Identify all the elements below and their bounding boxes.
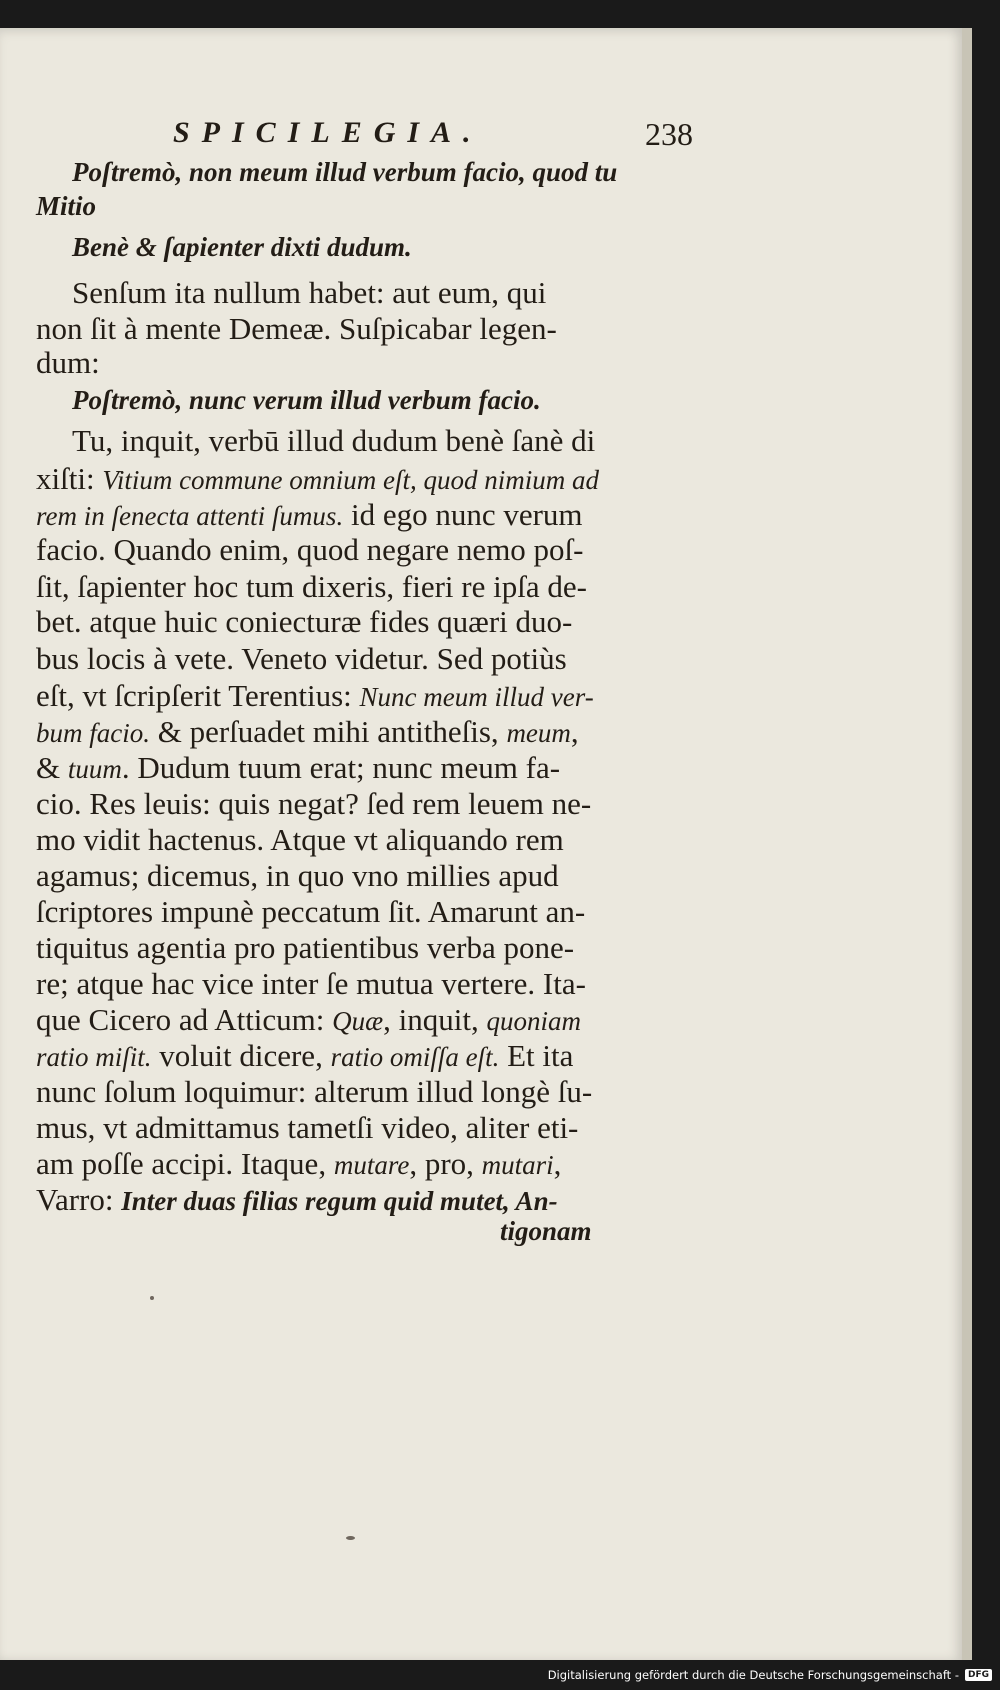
text-run: , inquit, [383,1002,487,1037]
italic-run: meum [506,718,571,748]
text-run: xiſti: [36,461,103,496]
text-run: nunc ſolum loquimur: alterum illud longè ſu- [36,1074,593,1109]
italic-run: ratio miſit. [36,1042,152,1072]
italic-run: Benè & ſapienter dixti dudum. [72,232,412,262]
italic-run: bum facio. [36,718,150,748]
running-title: SPICILEGIA. [173,116,483,149]
text-run: . Dudum tuum erat; nunc meum fa- [121,750,561,785]
italic-run: Poſtremò, nunc verum illud verbum facio. [72,385,541,415]
text-run: Tu, inquit, verbū illud dudum benè ſanè di [72,423,596,458]
text-run: ſcriptores impunè peccatum ſit. Amarunt an- [36,894,586,929]
ink-smudge [150,1296,154,1300]
text-line [36,531,584,569]
text-run: dum: [36,345,100,380]
ink-smudge [346,1536,355,1540]
text-run: re; atque hac vice inter ſe mutua vertere. Ita- [36,966,586,1001]
text-line [36,186,96,225]
text-run: , pro, [409,1146,482,1181]
italic-run: quoniam [486,1006,582,1036]
text-line [36,929,574,967]
italic-run: Poſtremò, non meum illud verbum facio, quod tu [72,157,618,187]
text-run: & [36,750,68,785]
text-run: bet. atque huic coniecturæ fides quæri duo- [36,604,573,639]
dfg-logo: DFG [965,1669,992,1681]
text-line [36,1181,558,1220]
text-line [36,1001,581,1040]
text-line [36,677,594,716]
text-line [36,1109,578,1147]
text-run: id ego nunc verum [343,497,583,532]
italic-run: tuum [67,754,122,784]
text-line [36,965,586,1003]
text-line [72,274,546,312]
page-edge [962,28,972,1660]
credit-text: Digitalisierung gefördert durch die Deutsche Forschungsgemeinschaft - [547,1668,959,1682]
text-run: facio. Quando enim, quod negare nemo poſ- [36,532,584,567]
text-line [36,749,560,788]
text-line [72,422,595,460]
text-run: eſt, vt ſcripſerit Terentius: [36,678,360,713]
text-line [36,344,100,382]
italic-run: mutare [333,1150,410,1180]
text-run: Senſum ita nullum habet: aut eum, qui [72,275,547,310]
digitization-credit [548,1668,992,1682]
text-run: mus, vt admittamus tametſi video, aliter eti- [36,1110,579,1145]
text-run: , [570,714,579,749]
text-line [36,1073,592,1111]
page-number: 238 [645,116,693,152]
running-head [133,116,693,156]
italic-run: Nunc meum illud ver- [359,682,594,712]
text-line [36,1037,573,1076]
italic-run: Quæ [332,1006,384,1036]
italic-run: Mitio [36,191,97,221]
text-line [36,713,579,752]
text-run: , [553,1146,562,1181]
italic-run: tigonam [500,1216,592,1246]
text-run: Varro: [36,1182,122,1217]
italic-run: ratio omiſſa eſt. [330,1042,500,1072]
italic-run: Vitium commune omnium eſt, quod nimium ad [102,465,600,495]
text-run: ſit, ſapienter hoc tum dixeris, fieri re ipſa de- [36,569,587,604]
text-run: cio. Res leuis: quis negat? ſed rem leuem ne- [36,786,592,821]
text-line [72,152,617,191]
text-line [72,227,412,266]
text-line [36,496,583,535]
text-line [36,640,567,678]
text-run: non ſit à mente Demeæ. Suſpicabar legen- [36,311,557,346]
text-line [36,1145,561,1184]
text-line [72,380,541,419]
text-run: am poſſe accipi. Itaque, [36,1146,334,1181]
text-line [500,1211,592,1250]
text-run: voluit dicere, [151,1038,331,1073]
italic-run: rem in ſenecta attenti ſumus. [36,501,344,531]
text-line [36,603,572,641]
text-run: tiquitus agentia pro patientibus verba pone- [36,930,575,965]
text-line [36,310,557,348]
text-line [36,821,564,859]
text-run: que Cicero ad Atticum: [36,1002,333,1037]
text-line [36,460,599,499]
text-run: bus locis à vete. Veneto videtur. Sed potiùs [36,641,567,676]
text-run: & perſuadet mihi antitheſis, [150,714,507,749]
text-line [36,893,585,931]
text-line [36,857,559,895]
italic-run: Inter duas filias regum quid mutet, An- [121,1186,558,1216]
text-run: mo vidit hactenus. Atque vt aliquando rem [36,822,564,857]
text-line [36,785,591,823]
text-run: Et ita [499,1038,574,1073]
text-line [36,568,587,606]
italic-run: mutari [481,1150,554,1180]
text-run: agamus; dicemus, in quo vno millies apud [36,858,559,893]
